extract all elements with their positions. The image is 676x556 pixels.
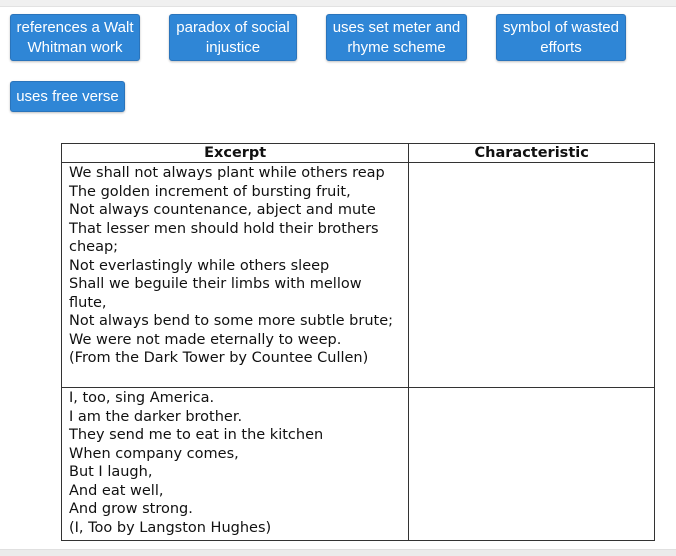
excerpt-cell-cullen: [62, 163, 409, 388]
poem-line: Not everlastingly while others sleep: [69, 257, 330, 274]
characteristic-drop-zone-hughes[interactable]: [409, 388, 655, 541]
poem-line: And eat well,: [69, 482, 164, 499]
excerpt-cell-hughes: [62, 388, 409, 541]
poem-source: (I, Too by Langston Hughes): [69, 519, 272, 536]
poem-line: Not always countenance, abject and mute: [69, 202, 376, 218]
poem-source: (From the Dark Tower by Countee Cullen): [69, 350, 369, 366]
bottom-divider: [0, 549, 676, 556]
poem-line: I am the darker brother.: [69, 408, 243, 425]
poem-line: That lesser men should hold their brothers cheap;: [69, 220, 379, 255]
poem-line: We shall not always plant while others reap: [69, 165, 385, 181]
matching-table: [61, 143, 655, 541]
poem-line: We were not made eternally to weep.: [69, 331, 342, 348]
table-row: [62, 388, 655, 541]
table-header-row: [62, 144, 655, 163]
poem-line: The golden increment of bursting fruit,: [69, 183, 351, 200]
answer-tile-free-verse[interactable]: uses free verse: [10, 81, 125, 112]
table-row: [62, 163, 655, 388]
top-divider: [0, 0, 676, 7]
poem-line: When company comes,: [69, 445, 239, 462]
answer-tile-symbol-wasted-efforts[interactable]: symbol of wasted efforts: [496, 14, 626, 61]
header-excerpt: Excerpt: [62, 144, 409, 163]
poem-line: Not always bend to some more subtle brute;: [69, 313, 393, 329]
poem-line: And grow strong.: [69, 501, 193, 517]
poem-line: They send me to eat in the kitchen: [69, 427, 324, 443]
answer-tile-paradox-social-injustice[interactable]: paradox of social injustice: [169, 14, 297, 61]
answer-tile-references-walt-whitman[interactable]: references a Walt Whitman work: [10, 14, 140, 61]
poem-line: I, too, sing America.: [69, 390, 215, 406]
header-characteristic: Characteristic: [409, 144, 655, 163]
poem-line: But I laugh,: [69, 464, 153, 480]
characteristic-drop-zone-cullen[interactable]: [409, 163, 655, 388]
answer-tile-set-meter-rhyme[interactable]: uses set meter and rhyme scheme: [326, 14, 467, 61]
poem-line: Shall we beguile their limbs with mellow flute,: [69, 276, 362, 311]
